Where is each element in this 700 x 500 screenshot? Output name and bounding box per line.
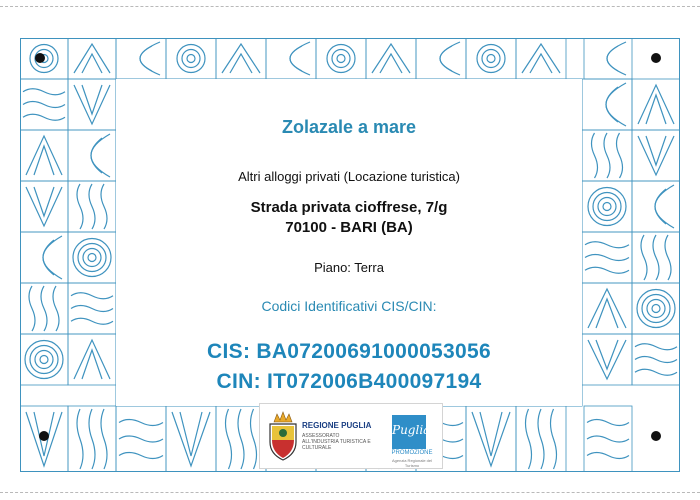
- frame-motif: [607, 46, 618, 71]
- logos-box: [259, 403, 443, 469]
- frame-motif: [635, 369, 677, 375]
- frame-motif: [74, 340, 110, 379]
- frame-motif: [588, 289, 626, 328]
- frame-motif: [440, 46, 452, 71]
- frame-motif: [187, 55, 195, 63]
- cut-line-bottom: [0, 492, 700, 493]
- frame-motif: [337, 55, 345, 63]
- frame-motif: [606, 83, 626, 126]
- frame-motif: [226, 409, 232, 469]
- frame-motif: [71, 306, 113, 312]
- regione-puglia-coat-of-arms-icon: [266, 410, 300, 462]
- frame-motif: [416, 38, 466, 79]
- frame-motif: [632, 283, 680, 334]
- frame-motif: [83, 249, 101, 267]
- region-name: REGIONE PUGLIA: [302, 421, 372, 430]
- frame-motif: [587, 420, 629, 426]
- frame-motif: [332, 50, 350, 68]
- frame-motif: [230, 54, 252, 73]
- frame-motif: [588, 188, 626, 226]
- frame-motif: [35, 351, 53, 369]
- accommodation-name: Zolazale a mare: [281, 117, 417, 137]
- frame-motif: [593, 193, 621, 221]
- frame-motif: [380, 54, 402, 73]
- frame-motif: [29, 286, 35, 331]
- frame-motif: [638, 85, 674, 124]
- frame-motif: [585, 242, 629, 248]
- frame-motif: [30, 346, 58, 374]
- frame-motif: [598, 198, 616, 216]
- frame-motif: [290, 46, 302, 71]
- frame-motif: [635, 357, 677, 363]
- frame-motif: [91, 134, 110, 177]
- frame-motif: [327, 45, 355, 73]
- frame-motif: [582, 181, 632, 232]
- frame-motif: [522, 44, 560, 73]
- frame-motif: [632, 181, 680, 232]
- frame-motif: [180, 412, 202, 456]
- promozione-label: PROMOZIONE: [391, 450, 433, 456]
- frame-motif: [642, 295, 670, 323]
- frame-motif: [472, 412, 510, 466]
- frame-motif: [53, 286, 59, 331]
- frame-motif: [77, 409, 83, 469]
- frame-motif: [487, 55, 495, 63]
- frame-motif: [238, 409, 244, 469]
- frame-motif: [23, 114, 65, 120]
- frame-motif: [530, 54, 552, 73]
- frame-motif: [655, 189, 666, 224]
- puglia-logo: Puglia: [392, 415, 426, 449]
- frame-motif: [43, 240, 54, 275]
- frame-motif: [584, 38, 632, 79]
- frame-motif: [116, 38, 166, 79]
- frame-motif: [526, 409, 532, 469]
- address-city: 70100 - BARI (BA): [285, 219, 413, 236]
- frame-motif: [538, 409, 544, 469]
- plaque-content: [116, 79, 582, 406]
- frame-motif: [641, 235, 647, 280]
- frame-motif: [89, 184, 95, 229]
- frame-motif: [604, 133, 610, 178]
- frame-motif: [119, 420, 163, 426]
- frame-motif: [596, 299, 618, 328]
- frame-motif: [89, 409, 95, 469]
- frame-motif: [91, 138, 102, 173]
- corner-dot: [39, 431, 49, 441]
- frame-motif: [177, 45, 205, 73]
- frame-motif: [68, 130, 116, 181]
- frame-motif: [222, 44, 260, 73]
- codes-label: Codici Identificativi CIS/CIN:: [261, 298, 437, 314]
- address-street: Strada privata cioffrese, 7/g: [250, 199, 448, 216]
- frame-motif: [182, 50, 200, 68]
- frame-motif: [606, 87, 618, 122]
- frame-motif: [82, 54, 102, 73]
- frame-motif: [119, 453, 163, 459]
- frame-motif: [101, 184, 107, 229]
- frame-motif: [647, 300, 665, 318]
- frame-motif: [372, 44, 410, 73]
- frame-motif: [101, 409, 107, 469]
- accommodation-category: Altri alloggi privati (Locazione turistica): [238, 169, 460, 184]
- cis-code: CIS: BA07200691000053056: [207, 340, 491, 363]
- corner-dot: [651, 53, 661, 63]
- frame-motif: [665, 235, 671, 280]
- frame-motif: [23, 89, 65, 95]
- frame-motif: [71, 293, 113, 299]
- cin-code: CIN: IT072006B400097194: [216, 370, 482, 393]
- frame-motif: [582, 334, 632, 385]
- corner-dot: [35, 53, 45, 63]
- frame-motif: [74, 85, 110, 124]
- frame-motif: [582, 283, 632, 334]
- frame-motif: [74, 44, 110, 73]
- frame-motif: [617, 133, 623, 178]
- frame-motif: [551, 409, 557, 469]
- frame-motif: [172, 412, 210, 466]
- frame-motif: [40, 356, 48, 364]
- frame-motif: [140, 46, 152, 71]
- frame-motif: [77, 184, 83, 229]
- frame-motif: [638, 136, 674, 175]
- frame-motif: [251, 409, 257, 469]
- frame-motif: [477, 45, 505, 73]
- frame-motif: [119, 436, 163, 442]
- frame-motif: [652, 305, 660, 313]
- frame-motif: [26, 136, 62, 175]
- frame-motif: [482, 50, 500, 68]
- frame-motif: [596, 340, 618, 369]
- frame-motif: [73, 239, 111, 277]
- frame-motif: [41, 286, 47, 331]
- frame-motif: [23, 102, 65, 108]
- cut-line-top: [0, 6, 700, 7]
- frame-motif: [266, 38, 316, 79]
- frame-motif: [480, 412, 502, 456]
- frame-motif: [43, 236, 62, 279]
- frame-motif: [71, 318, 113, 324]
- frame-motif: [635, 344, 677, 350]
- region-subtitle: ASSESSORATO ALL'INDUSTRIA TURISTICA E CULTURALE: [302, 433, 371, 451]
- frame-motif: [68, 232, 116, 283]
- frame-motif: [585, 255, 629, 261]
- frame-motif: [603, 203, 611, 211]
- frame-motif: [78, 244, 106, 272]
- frame-motif: [20, 232, 68, 283]
- promozione-subtitle: Agenzia Regionale del Turismo: [391, 458, 433, 468]
- frame-motif: [25, 341, 63, 379]
- frame-motif: [587, 436, 629, 442]
- corner-dot: [651, 431, 661, 441]
- frame-motif: [653, 235, 659, 280]
- floor-info: Piano: Terra: [314, 260, 384, 275]
- frame-motif: [585, 267, 629, 273]
- frame-motif: [20, 334, 68, 385]
- frame-motif: [588, 340, 626, 379]
- frame-motif: [637, 290, 675, 328]
- frame-motif: [587, 453, 629, 459]
- frame-motif: [88, 254, 96, 262]
- frame-motif: [26, 187, 62, 226]
- frame-motif: [655, 185, 674, 228]
- frame-motif: [592, 133, 598, 178]
- frame-motif: [582, 79, 632, 130]
